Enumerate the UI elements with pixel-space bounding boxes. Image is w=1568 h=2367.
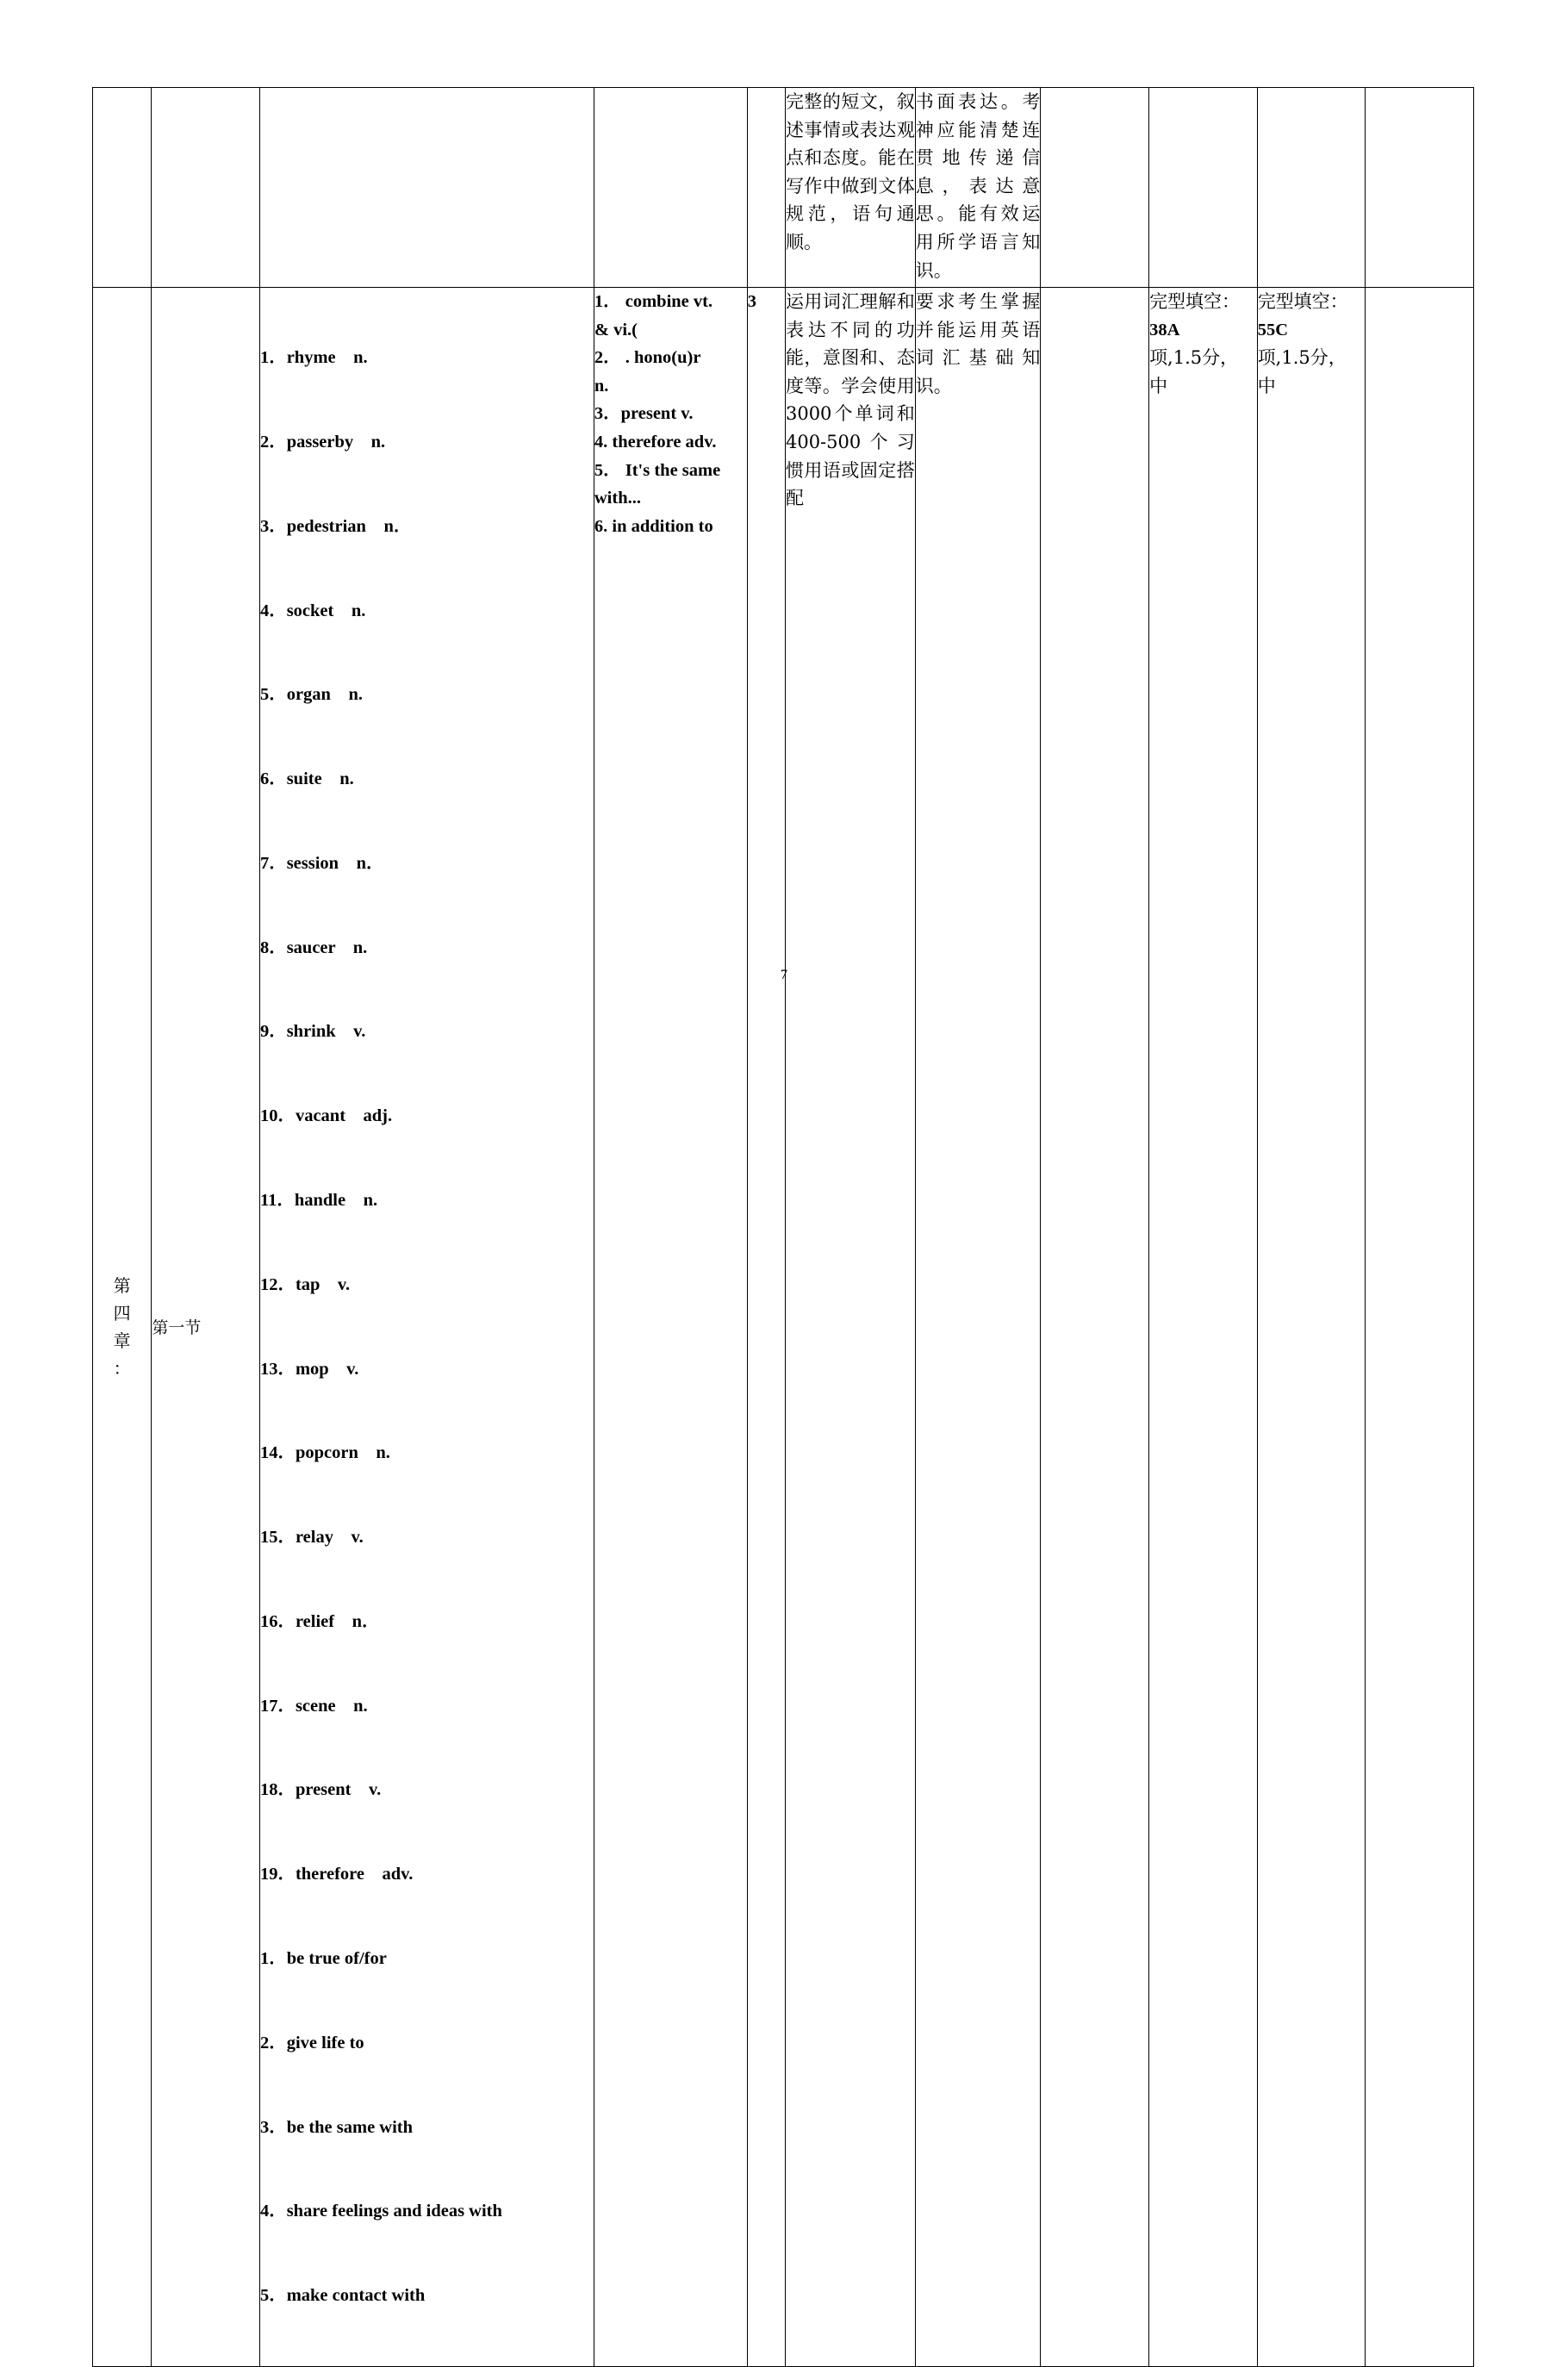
page-number: 7 — [781, 968, 787, 982]
vocab-item: 8．saucer n. — [259, 937, 368, 957]
empty-cell — [1041, 288, 1149, 2367]
empty-cell — [1149, 88, 1258, 288]
phrase-item: 5．make contact with — [259, 2286, 426, 2306]
vocab-item: 15．relay v. — [259, 1528, 364, 1548]
vocab-item: 5．organ n. — [259, 685, 363, 705]
vocab-item: 12．tap v. — [259, 1274, 351, 1294]
exam-line: 38A — [1149, 320, 1180, 339]
vocab-item: 2．passerby n. — [259, 432, 386, 452]
exam-cell-b — [1257, 288, 1366, 2367]
key-point-line: 5． It's the same — [594, 460, 721, 480]
count-cell — [747, 88, 785, 288]
chapter-char: 第 — [113, 1274, 131, 1296]
key-point-line: with... — [594, 489, 641, 508]
vocab-item: 4．socket n. — [259, 601, 366, 620]
key-point-line: & vi.( — [594, 320, 638, 339]
exam-line: 项,1.5分， — [1257, 347, 1347, 369]
empty-cell — [1041, 88, 1149, 288]
vocab-item: 6．suite n. — [259, 769, 354, 789]
chapter-cell — [93, 88, 152, 288]
phrase-item: 4．share feelings and ideas with — [259, 2202, 502, 2221]
section-cell: 第一节 — [152, 288, 260, 2367]
vocab-item: 17．scene n. — [259, 1696, 368, 1716]
exam-line: 55C — [1257, 320, 1288, 339]
key-point-line: 3．present v. — [594, 404, 694, 424]
vocab-item: 19．therefore adv. — [259, 1865, 414, 1884]
vocab-item: 18．present v. — [259, 1780, 382, 1800]
empty-cell — [1366, 88, 1474, 288]
exam-line: 完型填空： — [1257, 291, 1348, 312]
key-points-cell — [594, 288, 747, 2367]
vocab-item: 14．popcorn n. — [259, 1443, 390, 1463]
exam-line: 项,1.5分， — [1149, 347, 1239, 369]
exam-line: 中 — [1257, 375, 1276, 396]
section-cell — [152, 88, 260, 288]
vocab-item: 3．pedestrian n． — [259, 516, 412, 536]
vocab-item: 9．shrink v. — [259, 1022, 366, 1042]
chapter-cell — [93, 288, 152, 2367]
exam-line: 中 — [1149, 375, 1168, 396]
vocab-item: 11．handle n. — [259, 1191, 378, 1210]
objective-cell: 要求考生掌握并能运用英语词汇基础知识。 — [915, 288, 1041, 2367]
exam-cell-a — [1149, 288, 1258, 2367]
key-point-line: 6. in addition to — [594, 516, 713, 536]
key-point-line: n. — [594, 376, 609, 396]
phrase-item: 3．be the same with — [259, 2117, 414, 2137]
exam-line: 完型填空： — [1149, 291, 1241, 312]
count-cell: 3 — [747, 288, 785, 2367]
vocab-item: 16．relief n． — [259, 1611, 380, 1631]
syllabus-table — [92, 87, 1474, 2367]
vocabulary-cell — [259, 88, 594, 288]
key-points-cell — [594, 88, 747, 288]
objective-cell: 书面表达。考神应能清楚连贯地传递信息，表达意思。能有效运用所学语言知识。 — [915, 88, 1041, 288]
phrase-item: 2．give life to — [259, 2033, 364, 2052]
chapter-char: ： — [113, 1357, 131, 1379]
requirement-cell: 完整的短文，叙述事情或表达观点和态度。能在写作中做到文体规范，语句通顺。 — [785, 88, 915, 288]
vocab-item: 13．mop v. — [259, 1359, 359, 1379]
phrase-item: 1．be true of/for — [259, 1949, 387, 1969]
empty-cell — [1257, 88, 1366, 288]
vocab-item: 10．vacant adj. — [259, 1106, 393, 1126]
empty-cell — [1366, 288, 1474, 2367]
chapter-char: 章 — [113, 1330, 131, 1351]
table-row — [93, 88, 1474, 288]
key-point-line: 4. therefore adv. — [594, 432, 717, 452]
chapter-char: 四 — [113, 1302, 131, 1324]
table-row — [93, 288, 1474, 2367]
requirement-cell: 运用词汇理解和表达不同的功能，意图和、态度等。学会使用3000个单词和400-500个习惯用语或固定搭配 — [785, 288, 915, 2367]
key-point-line: 2． . hono(u)r — [594, 348, 701, 368]
vocab-item: 1．rhyme n. — [259, 348, 368, 368]
vocabulary-cell — [259, 288, 594, 2367]
vocab-item: 7．session n． — [259, 853, 384, 873]
key-point-line: 1． combine vt. — [594, 292, 713, 311]
